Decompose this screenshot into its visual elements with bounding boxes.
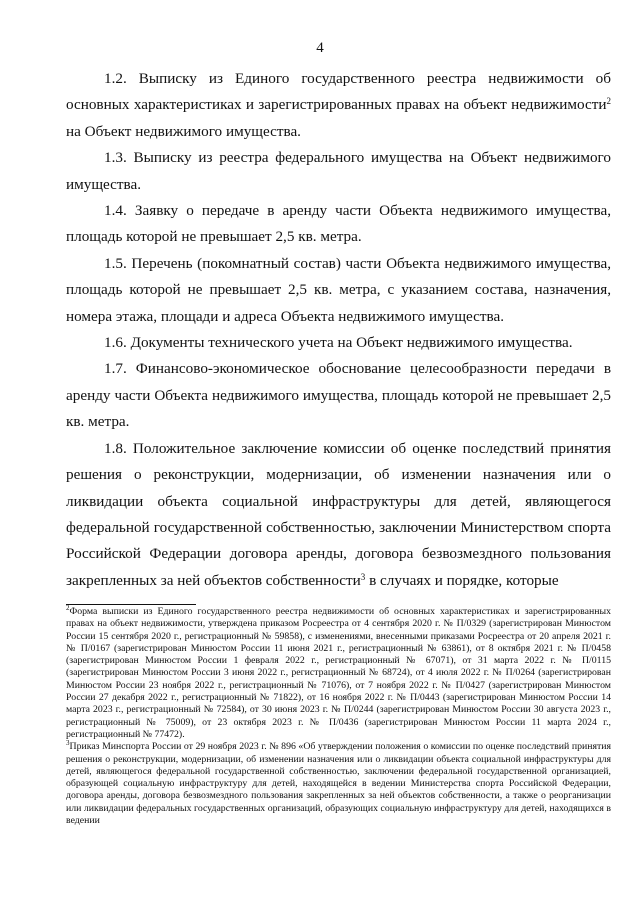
footnote-2 xyxy=(66,606,611,741)
paragraph-text: 1.3. Выписку из реестра федерального имущества на Объект недвижимого имущества. xyxy=(66,149,611,193)
paragraph-text: 1.6. Документы технического учета на Объект недвижимого имущества. xyxy=(104,334,573,352)
paragraph-tail: на Объект недвижимого имущества. xyxy=(66,122,301,140)
document-body xyxy=(66,66,611,594)
footnote-mark: 3 xyxy=(66,739,70,748)
footnote-ref: 3 xyxy=(360,571,366,582)
paragraph-text: 1.8. Положительное заключение комиссии об оценке последствий принятия решения о реконструкции, модернизации, об изменении назначения или о ликвидации объекта социальной инфраструктуры для детей, являющегося федеральной государственной собственностью, заключении Министерством спорта Российской Федерации договора аренды, договора безвозмездного пользования закрепленных за ней объектов собственности xyxy=(66,439,611,589)
paragraph-1-5 xyxy=(66,251,611,330)
paragraph-text: 1.5. Перечень (покомнатный состав) части Объекта недвижимого имущества, площадь которой не превышает 2,5 кв. метра, с указанием состава, назначения, номера этажа, площади и адреса Объекта недвижимого имущества. xyxy=(66,254,611,325)
paragraph-text: 1.7. Финансово-экономическое обоснование целесообразности передачи в аренду части Объекта недвижимого имущества, площадь которой не превышает 2,5 кв. метра. xyxy=(66,360,611,431)
paragraph-tail: в случаях и порядке, которые xyxy=(365,571,559,589)
paragraph-text: 1.2. Выписку из Единого государственного реестра недвижимости об основных характеристиках и зарегистрированных правах на объект недвижимости xyxy=(66,70,611,114)
paragraph-1-4 xyxy=(66,198,611,251)
paragraph-text: 1.4. Заявку о передаче в аренду части Объекта недвижимого имущества, площадь которой не превышает 2,5 кв. метра. xyxy=(66,202,611,246)
footnote-text: Форма выписки из Единого государственного реестра недвижимости об основных характеристиках и зарегистрированных правах на объект недвижимости, утверждена приказом Росреестра от 4 сентября 2020 г. № П/0329 (зарегистрирован Минюстом России 15 сентября 2020 г., регистрационный № 59858), с изменениями, внесенными приказами Росреестра от 20 апреля 2021 г. № П/0167 (зарегистрирован Минюстом России 11 июня 2021 г., регистрационный № 63861), от 8 октября 2021 г. № П/0458 (зарегистрирован Минюстом России 1 февраля 2022 г., регистрационный № 67071), от 31 марта 2022 г. № П/0115 (зарегистрирован Минюстом России 3 июня 2022 г., регистрационный № 68724), от 4 июля 2022 г. № П/0264 (зарегистрирован Минюстом России 23 ноября 2022 г., регистрационный № 71076), от 7 ноября 2022 г. № П/0427 (зарегистрирован Минюстом России 27 декабря 2022 г., регистрационный № 71822), от 16 ноября 2022 г. № П/0443 (зарегистрирован Минюстом России 14 марта 2023 г., регистрационный № 72584), от 30 июня 2023 г. № П/0244 (зарегистрирован Минюстом России 30 августа 2023 г., регистрационный № 75009), от 23 октября 2023 г. № П/0436 (зарегистрирован Минюстом России 11 марта 2024 г., регистрационный № 77472). xyxy=(66,606,611,740)
paragraph-1-8 xyxy=(66,436,611,594)
footnote-mark: 2 xyxy=(66,604,70,612)
footnote-ref: 2 xyxy=(606,96,611,107)
paragraph-1-6 xyxy=(66,330,611,356)
footnotes xyxy=(66,606,611,827)
footnote-3 xyxy=(66,741,611,827)
footnote-text: Приказ Минспорта России от 29 ноября 2023 г. № 896 «Об утверждении положения о комиссии по оценке последствий принятия решения о реконструкции, модернизации, об изменении назначения или о ликвидации объекта социальной инфраструктуры для детей, являющегося федеральной государственной собственностью, заключении федеральной государственной организацией, образующей социальную инфраструктуру для детей, находящейся в ведении Министерства спорта Российской Федерации, договора аренды, договора безвозмездного пользования закрепленных за ней объектов собственности, а также о реорганизации или ликвидации федеральных государственных организаций, образующих социальную инфраструктуру для детей, находящихся в ведении xyxy=(66,741,611,827)
footnote-divider xyxy=(66,604,196,605)
paragraph-1-2 xyxy=(66,66,611,145)
paragraph-1-3 xyxy=(66,145,611,198)
paragraph-1-7 xyxy=(66,356,611,435)
page-number: 4 xyxy=(316,40,324,56)
